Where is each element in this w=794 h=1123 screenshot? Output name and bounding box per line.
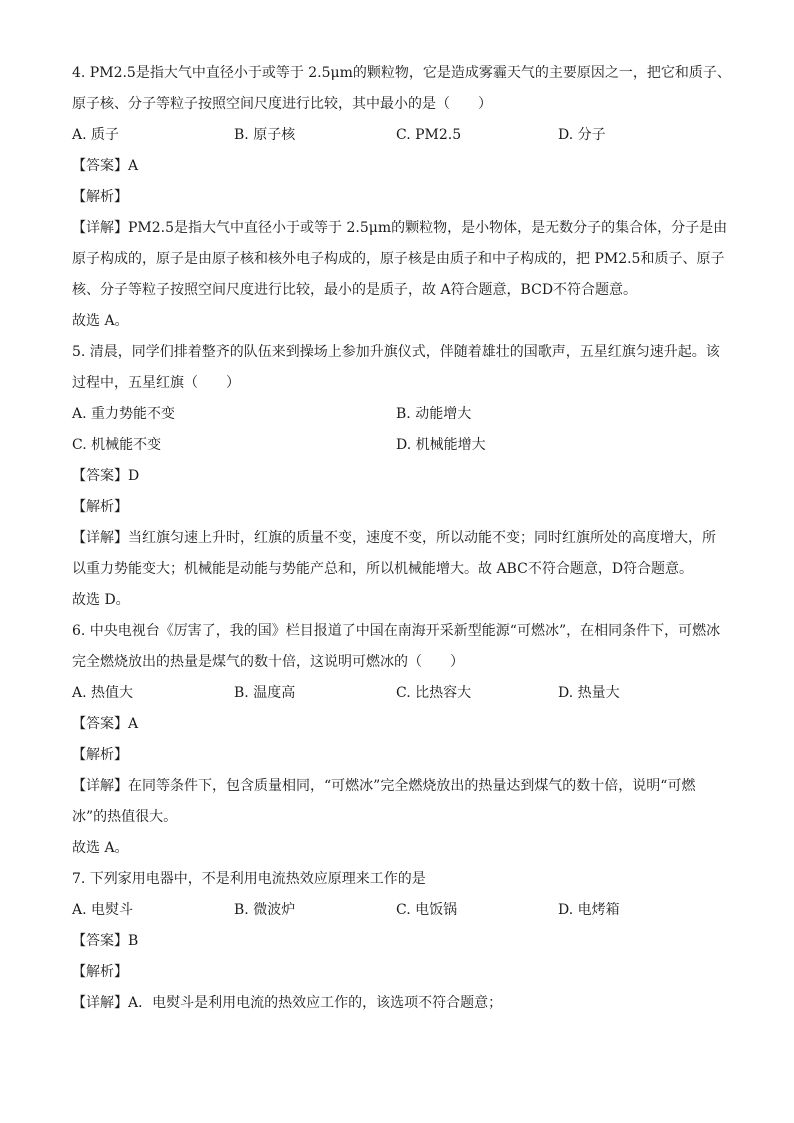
q4-conclusion: 故选 A。 — [72, 313, 129, 329]
q4-detail-line3: 核、分子等粒子按照空间尺度进行比较，最小的是质子，故 A符合题意，BCD不符合题意。 — [72, 282, 638, 298]
q7-answer: 【答案】B — [72, 933, 139, 949]
q5-options-row2 — [72, 435, 732, 466]
q4-detail-line1: 【详解】PM2.5是指大气中直径小于或等于 2.5μm的颗粒物，是小物体，是无数分子的集合体，分子是由 — [72, 220, 728, 236]
q6-analysis-heading: 【解析】 — [72, 747, 128, 763]
q7-option-b: B. 微波炉 — [234, 902, 296, 918]
q5-detail-line1: 【详解】当红旗匀速上升时，红旗的质量不变，速度不变，所以动能不变；同时红旗所处的高度增大，所 — [72, 530, 716, 546]
document-page — [72, 63, 732, 1024]
q7-analysis-heading: 【解析】 — [72, 964, 128, 980]
q4-option-c: C. PM2.5 — [396, 127, 462, 143]
q6-detail-line2: 冰”的热值很大。 — [72, 809, 178, 825]
q7-option-a: A. 电熨斗 — [72, 902, 134, 918]
q6-option-a: A. 热值大 — [72, 685, 134, 701]
q6-detail-line1: 【详解】在同等条件下，包含质量相同，“可燃冰”完全燃烧放出的热量达到煤气的数十倍，说明“可燃 — [72, 778, 696, 794]
q6-option-c: C. 比热容大 — [396, 685, 472, 701]
q4-option-d: D. 分子 — [558, 127, 606, 143]
q5-detail-line2: 以重力势能变大；机械能是动能与势能产总和，所以机械能增大。故 ABC不符合题意，D符合题意。 — [72, 561, 694, 577]
q5-conclusion: 故选 D。 — [72, 592, 130, 608]
q6-options — [72, 683, 732, 714]
q4-stem-line2: 原子核、分子等粒子按照空间尺度进行比较，其中最小的是（ ） — [72, 96, 492, 112]
q5-answer: 【答案】D — [72, 468, 140, 484]
q6-option-b: B. 温度高 — [234, 685, 296, 701]
q6-answer: 【答案】A — [72, 716, 139, 732]
q7-stem-line1: 7. 下列家用电器中，不是利用电流热效应原理来工作的是 — [72, 871, 426, 887]
q7-option-c: C. 电饭锅 — [396, 902, 458, 918]
q5-stem-line1: 5. 清晨，同学们排着整齐的队伍来到操场上参加升旗仪式，伴随着雄壮的国歌声，五星红旗匀速升起。该 — [72, 344, 720, 360]
q7-options — [72, 900, 732, 931]
q4-detail-line2: 原子构成的，原子是由原子核和核外电子构成的，原子核是由质子和中子构成的，把 PM2.5和质子、原子 — [72, 251, 725, 267]
q5-option-c: C. 机械能不变 — [72, 437, 162, 453]
q7-option-d: D. 电烤箱 — [558, 902, 620, 918]
q4-stem-line1: 4. PM2.5是指大气中直径小于或等于 2.5μm的颗粒物，它是造成雾霾天气的主要原因之一，把它和质子、 — [72, 65, 731, 81]
q4-answer: 【答案】A — [72, 158, 139, 174]
q7-detail-line1: 【详解】A．电熨斗是利用电流的热效应工作的，该选项不符合题意； — [72, 995, 503, 1011]
q5-stem-line2: 过程中，五星红旗（ ） — [72, 375, 240, 391]
q5-options-row1 — [72, 404, 732, 435]
q5-option-d: D. 机械能增大 — [396, 437, 486, 453]
q4-option-b: B. 原子核 — [234, 127, 296, 143]
q5-option-b: B. 动能增大 — [396, 406, 472, 422]
q4-analysis-heading: 【解析】 — [72, 189, 128, 205]
q5-option-a: A. 重力势能不变 — [72, 406, 176, 422]
q4-option-a: A. 质子 — [72, 127, 120, 143]
q6-conclusion: 故选 A。 — [72, 840, 129, 856]
q6-stem-line1: 6. 中央电视台《厉害了，我的国》栏目报道了中国在南海开采新型能源“可燃冰”，在相同条件下，可燃冰 — [72, 623, 721, 639]
q4-options — [72, 125, 732, 156]
q5-analysis-heading: 【解析】 — [72, 499, 128, 515]
q6-option-d: D. 热量大 — [558, 685, 620, 701]
q6-stem-line2: 完全燃烧放出的热量是煤气的数十倍，这说明可燃冰的（ ） — [72, 654, 464, 670]
